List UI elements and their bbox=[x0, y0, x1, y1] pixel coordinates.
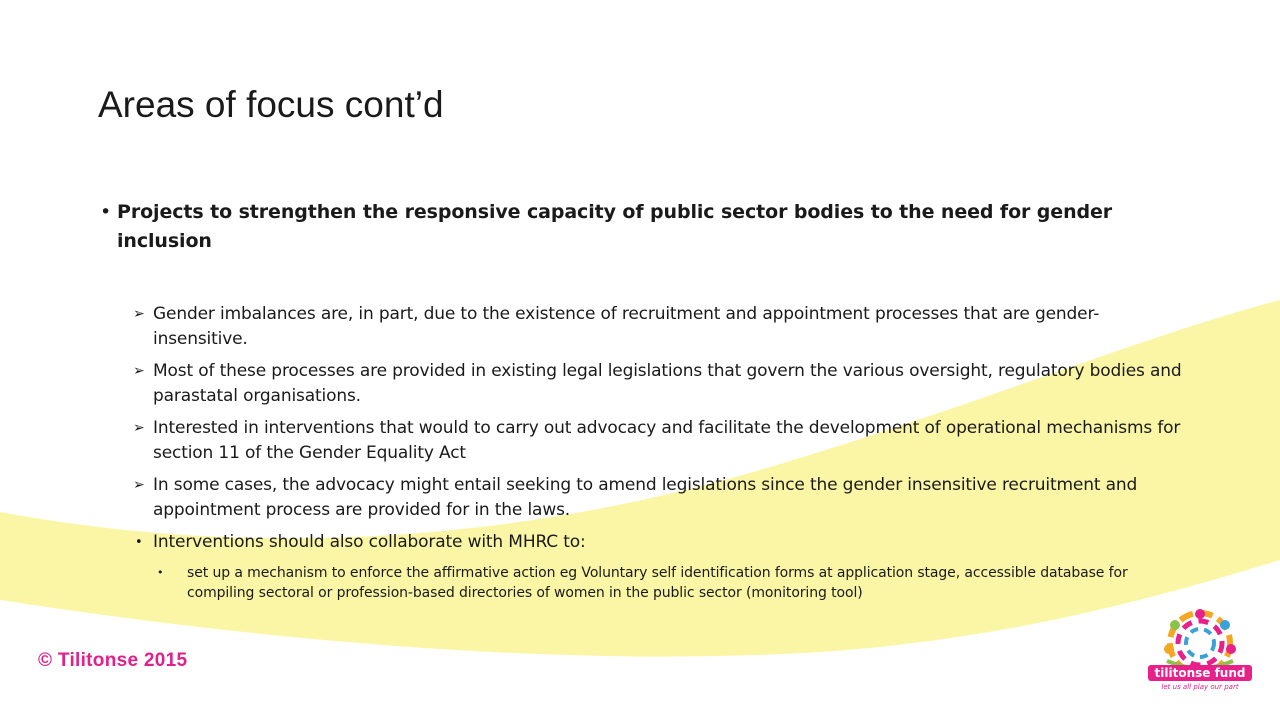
sub-sub-bullet bbox=[157, 563, 1187, 603]
arrow-item-text: Gender imbalances are, in part, due to the existence of recruitment and appointment processes that are gender-insensitive. bbox=[153, 304, 1100, 349]
arrow-bullet-icon: ➢ bbox=[133, 477, 145, 493]
arrow-item bbox=[133, 416, 1193, 466]
arrow-bullet-icon: ➢ bbox=[133, 363, 145, 379]
arrow-bullet-icon: ➢ bbox=[133, 306, 145, 322]
sub-bullet bbox=[133, 530, 1193, 555]
bullet-dot-icon: • bbox=[135, 535, 143, 550]
arrow-item bbox=[133, 302, 1193, 352]
main-bullet bbox=[100, 198, 1140, 256]
arrow-item-text: Most of these processes are provided in existing legal legislations that govern the various oversight, regulatory bodies and parastatal organisations. bbox=[153, 361, 1182, 406]
main-bullet-text: Projects to strengthen the responsive capacity of public sector bodies to the need for gender inclusion bbox=[117, 201, 1113, 252]
bullet-dot-icon: • bbox=[100, 201, 112, 223]
bullet-dot-icon: • bbox=[157, 566, 164, 579]
copyright-text: © Tilitonse 2015 bbox=[38, 650, 188, 671]
tilitonse-logo-icon bbox=[1145, 605, 1255, 715]
sub-sub-bullet-text: set up a mechanism to enforce the affirmative action eg Voluntary self identification forms at application stage, accessible database for compiling sectoral or profession-based directories of women in the public sector (monitoring tool) bbox=[187, 565, 1128, 601]
arrow-item-text: In some cases, the advocacy might entail seeking to amend legislations since the gender insensitive recruitment and appointment process are provided for in the laws. bbox=[153, 475, 1138, 520]
sub-bullet-text: Interventions should also collaborate with MHRC to: bbox=[153, 532, 586, 552]
logo-tagline: let us all play our part bbox=[1161, 683, 1239, 691]
arrow-item bbox=[133, 359, 1193, 409]
logo-name: tilitonse fund bbox=[1148, 665, 1252, 681]
arrow-item-text: Interested in interventions that would to carry out advocacy and facilitate the development of operational mechanisms for section 11 of the Gender Equality Act bbox=[153, 418, 1181, 463]
arrow-item bbox=[133, 473, 1193, 523]
arrow-bullet-icon: ➢ bbox=[133, 420, 145, 436]
slide-title: Areas of focus cont’d bbox=[98, 84, 444, 125]
arrow-list bbox=[133, 302, 1193, 530]
